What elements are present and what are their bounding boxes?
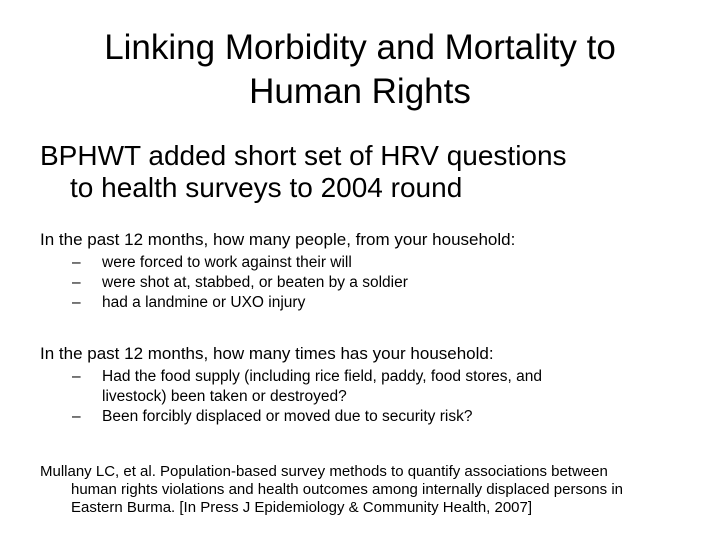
reference-citation	[40, 463, 710, 517]
main-bullet-line-1: BPHWT added short set of HRV questions	[40, 140, 567, 171]
list-item-text: were shot at, stabbed, or beaten by a soldier	[102, 274, 408, 291]
list-item	[72, 367, 692, 407]
question-2: In the past 12 months, how many times has your household:	[40, 344, 494, 363]
list-item	[72, 293, 692, 313]
reference-line-2: human rights violations and health outcomes among internally displaced persons in	[71, 481, 623, 498]
list-item-line: Had the food supply (including rice field, paddy, food stores, and	[102, 368, 543, 385]
title-line-2: Human Rights	[249, 72, 471, 111]
dash-bullet: –	[72, 274, 81, 291]
main-bullet	[40, 140, 700, 204]
question-1-items	[72, 253, 692, 313]
list-item	[72, 253, 692, 273]
slide-title	[20, 26, 700, 114]
list-item	[72, 407, 692, 427]
list-item-text: had a landmine or UXO injury	[102, 294, 306, 311]
question-2-items	[72, 367, 692, 427]
list-item-text	[102, 367, 692, 407]
dash-bullet: –	[72, 294, 81, 311]
list-item	[72, 273, 692, 293]
dash-bullet: –	[72, 254, 81, 271]
dash-bullet: –	[72, 368, 81, 385]
list-item-text: Been forcibly displaced or moved due to security risk?	[102, 408, 473, 425]
list-item-text: were forced to work against their will	[102, 254, 352, 271]
main-bullet-line-2: to health surveys to 2004 round	[70, 172, 463, 203]
reference-line-3: Eastern Burma. [In Press J Epidemiology & Community Health, 2007]	[71, 499, 533, 516]
question-1: In the past 12 months, how many people, from your household:	[40, 230, 516, 249]
dash-bullet: –	[72, 408, 81, 425]
reference-line-1: Mullany LC, et al. Population-based survey methods to quantify associations between	[40, 463, 608, 480]
title-line-1: Linking Morbidity and Mortality to	[104, 28, 616, 67]
list-item-line: livestock) been taken or destroyed?	[102, 388, 347, 405]
